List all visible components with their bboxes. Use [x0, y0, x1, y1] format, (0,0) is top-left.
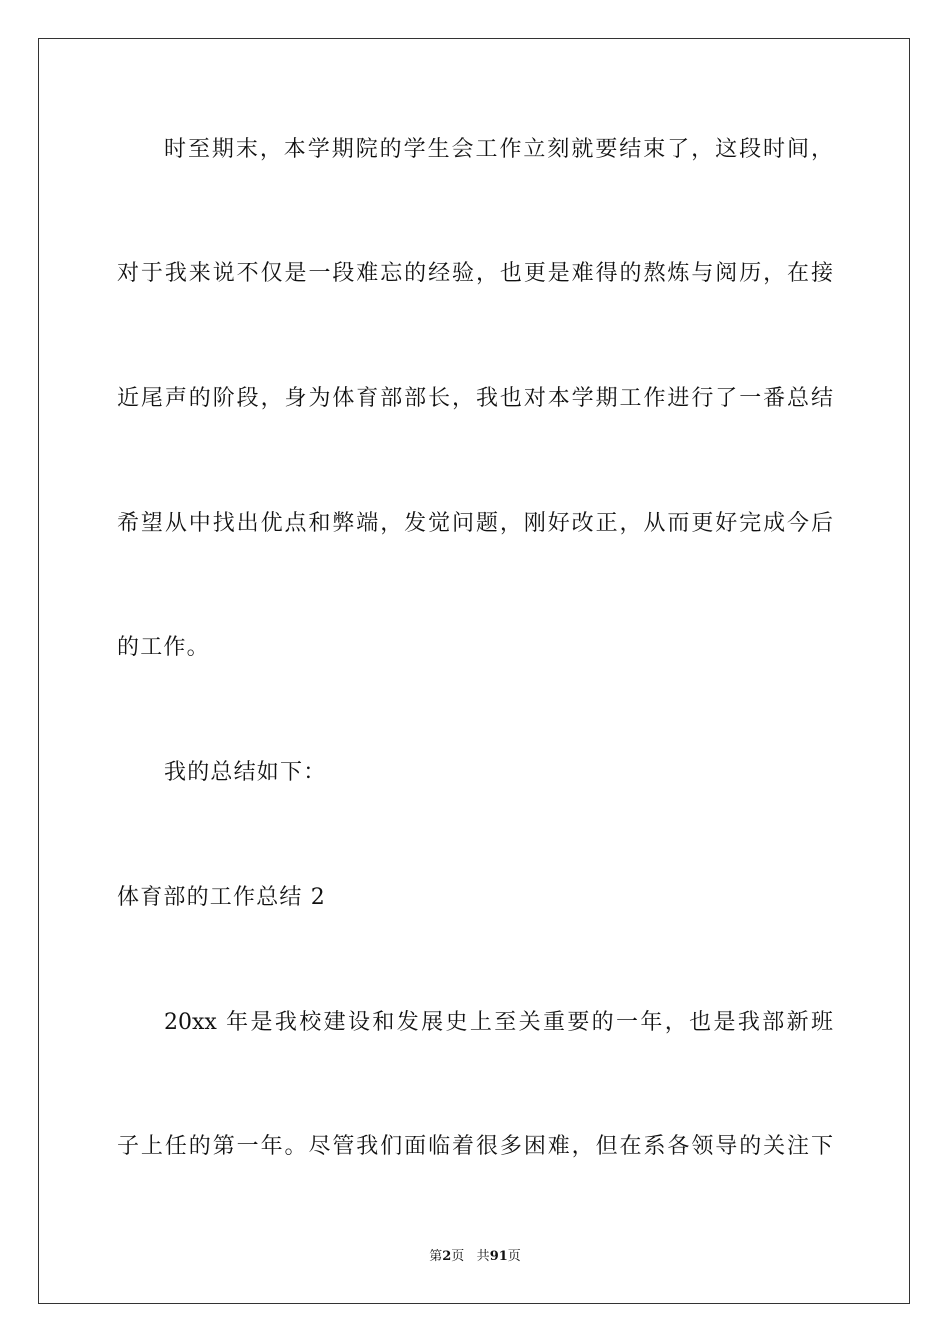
footer-page-suffix: 页 [451, 1249, 465, 1264]
paragraph-3-line-2: 子上任的第一年。尽管我们面临着很多困难，但在系各领导的关注下 [117, 1134, 833, 1159]
section-heading: 体育部的工作总结 2 [117, 885, 326, 910]
paragraph-1-line-5: 的工作。 [117, 635, 210, 660]
paragraph-1-line-2: 对于我来说不仅是一段难忘的经验，也更是难得的熬炼与阅历，在接 [117, 261, 833, 286]
footer-prefix: 第 [429, 1249, 443, 1264]
footer-total-pages: 91 [489, 1249, 508, 1264]
paragraph-1-line-4: 希望从中找出优点和弊端，发觉问题，刚好改正，从而更好完成今后 [117, 511, 833, 536]
page-footer [0, 1248, 950, 1266]
paragraph-1-line-1: 时至期末，本学期院的学生会工作立刻就要结束了，这段时间， [164, 137, 833, 162]
paragraph-3-line-1: 20xx 年是我校建设和发展史上至关重要的一年，也是我部新班 [164, 1010, 833, 1035]
paragraph-1-line-3: 近尾声的阶段，身为体育部部长，我也对本学期工作进行了一番总结 [117, 386, 833, 411]
footer-total-suffix: 页 [507, 1249, 521, 1264]
footer-total-prefix: 共 [476, 1249, 490, 1264]
paragraph-2: 我的总结如下： [164, 760, 327, 785]
page-border [38, 38, 910, 1304]
footer-current-page: 2 [442, 1249, 452, 1264]
